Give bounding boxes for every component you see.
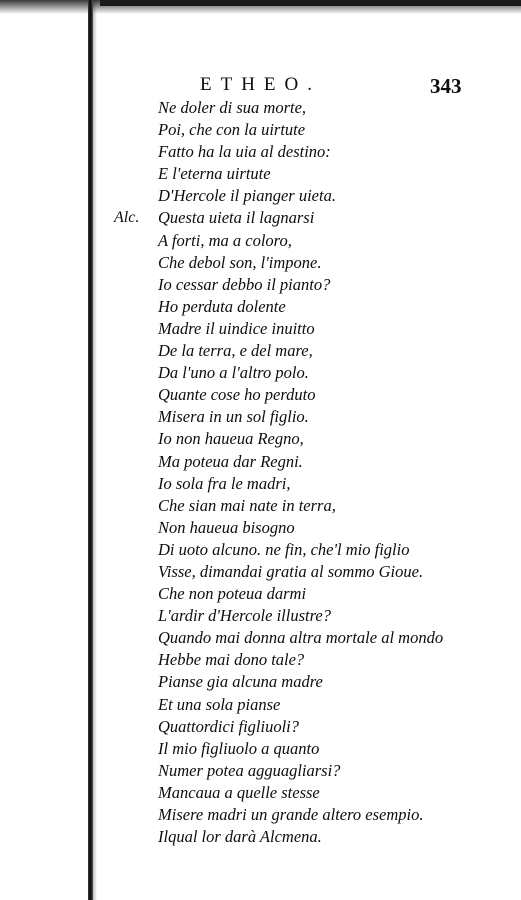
verse-line: Ilqual lor darà Alcmena. — [158, 827, 322, 847]
verse-line: Che non poteua darmi — [158, 584, 307, 604]
verse-line: Pianse gia alcuna madre — [158, 672, 323, 692]
verse-line: Io cessar debbo il pianto? — [158, 274, 331, 294]
verse-line: Misere madri un grande altero esempio. — [158, 805, 424, 824]
verse-line: Hebbe mai dono tale? — [158, 650, 305, 670]
verse-line: Fatto ha la uia al destino: — [158, 142, 331, 162]
verse-line: Questa uieta il lagnarsi — [158, 208, 315, 228]
verse-line: Ma poteua dar Regni. — [158, 451, 303, 471]
verse-line: Poi, che con la uirtute — [158, 120, 306, 140]
verse-line: Quando mai donna altra mortale al mondo — [158, 628, 444, 648]
verse-line: Non haueua bisogno — [158, 517, 295, 537]
verse-line: Misera in un sol figlio. — [158, 407, 309, 427]
verse-line: Quattordici figliuoli? — [158, 716, 300, 736]
speaker-label: Alc. — [114, 209, 140, 226]
verse-line: Da l'uno a l'altro polo. — [158, 363, 309, 383]
verse-line: Di uoto alcuno. ne fin, che'l mio figlio — [158, 539, 410, 559]
verse-line: D'Hercole il pianger uieta. — [158, 186, 336, 206]
verse-line: Et una sola pianse — [158, 694, 281, 714]
verse-line: Ho perduta dolente — [158, 296, 286, 316]
verse-list — [158, 97, 443, 848]
verse-line: Il mio figliuolo a quanto — [158, 738, 320, 758]
verse-line: Quante cose ho perduto — [158, 385, 316, 405]
verse-line: E l'eterna uirtute — [158, 164, 271, 184]
top-binding-shadow — [100, 0, 521, 6]
verse-line: A forti, ma a coloro, — [158, 230, 292, 250]
verse-line: De la terra, e del mare, — [158, 341, 313, 361]
verse-line: Io sola fra le madri, — [158, 473, 291, 493]
gutter-shadow — [93, 0, 97, 900]
verse-line: Che sian mai nate in terra, — [158, 495, 336, 515]
verse-line: L'ardir d'Hercole illustre? — [158, 606, 331, 626]
verse-line: Mancaua a quelle stesse — [158, 782, 320, 802]
verse-line: Che debol son, l'impone. — [158, 252, 322, 272]
verse-line: Ne doler di sua morte, — [158, 98, 307, 117]
page-number: 343 — [430, 74, 462, 98]
verse-line: Numer potea agguagliarsi? — [158, 760, 341, 780]
verse-line: Visse, dimandai gratia al sommo Gioue. — [158, 561, 424, 581]
verse-line: Madre il uindice inuitto — [158, 318, 315, 338]
running-head: ETHEO. — [200, 74, 322, 95]
verse-line: Io non haueua Regno, — [158, 429, 304, 449]
